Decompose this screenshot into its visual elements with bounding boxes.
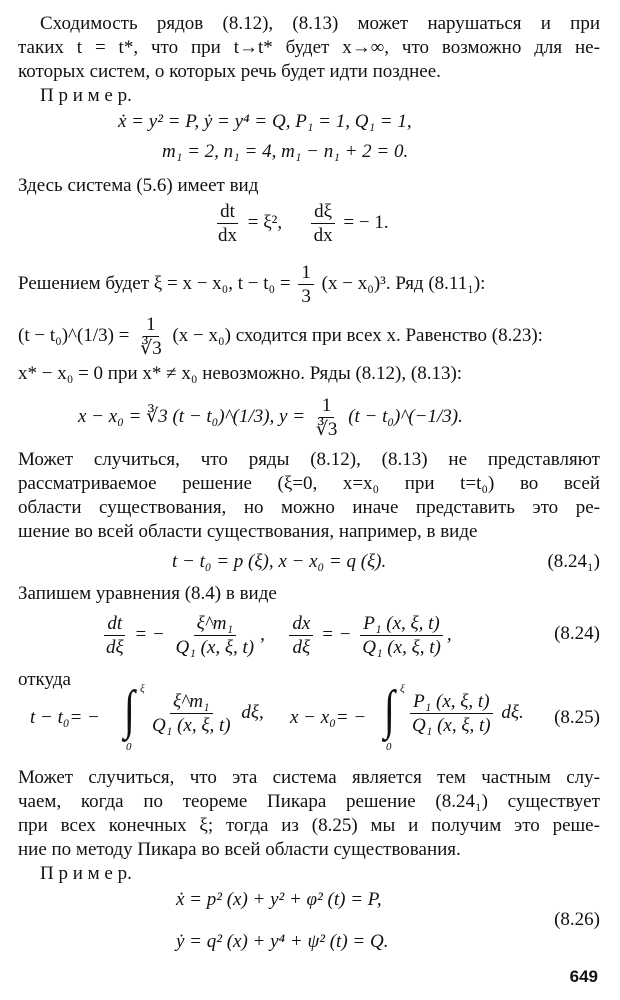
equation: ẏ = q² (x) + y⁴ + ψ² (t) = Q. (176, 931, 389, 952)
text-line (18, 263, 485, 306)
equation-rhs: = ξ², (247, 211, 283, 233)
text-line: при всех конечных ξ; тогда из (8.25) мы и получим это реше- (18, 815, 600, 836)
text-segment: Решением будет ξ = x − x₀, t − t₀ = (18, 272, 291, 294)
fraction-numerator: ξ^m₁ (194, 614, 236, 636)
integral-lower-limit: 0 (126, 741, 132, 753)
equation (406, 692, 524, 735)
fraction-numerator: P₁ (x, ξ, t) (360, 614, 442, 636)
text-line: Запишем уравнения (8.4) в виде (18, 583, 277, 604)
example-heading: П р и м е р. (40, 863, 132, 884)
text-line: рассматриваемое решение (ξ=0, x=x₀ при t=t₀) во всей (18, 473, 600, 494)
equation-lhs: t − t₀= − (30, 707, 100, 728)
page-number: 649 (569, 967, 598, 986)
text-segment: (t − t₀)^(1/3) = (18, 324, 130, 346)
equation-number: (8.24₁) (547, 551, 600, 572)
equation (212, 202, 389, 245)
fraction-numerator: dξ (311, 202, 335, 224)
equation: t − t₀ = p (ξ), x − x₀ = q (ξ). (172, 551, 387, 572)
text-line: шение во всей области существования, например, в виде (18, 521, 478, 542)
equation-operator: = − (134, 623, 165, 645)
text-line: ние по методу Пикара во всей области существования. (18, 839, 461, 860)
fraction-numerator: dt (104, 614, 125, 636)
fraction-numerator: 1 (143, 315, 159, 337)
fraction-numerator: P₁ (x, ξ, t) (410, 692, 492, 714)
fraction-numerator: 1 (319, 396, 335, 418)
integral-upper-limit: ξ (140, 683, 145, 695)
equation: ẋ = y² = P, ẏ = y⁴ = Q, P₁ = 1, Q₁ = 1, (118, 111, 412, 132)
equation-number: (8.26) (554, 909, 600, 930)
text-line: чаем, когда по теореме Пикара решение (8.24₁) существует (18, 791, 600, 812)
equation-lhs: x − x₀= − (290, 707, 367, 728)
equation: ẋ = p² (x) + y² + φ² (t) = P, (176, 889, 382, 910)
equation: $\frac{dt}{d\xi}$ = − $\frac{\text{ξ\textasciicircum{}m₁}}{\text{Q₁ (x, ξ, t)}}$ , $\frac{dx}{d\xi}$ = − $\frac{\text{P₁ (x, ξ, t)}}{\text{Q₁ (x, ξ, t)}}$ , (100, 614, 452, 657)
equation-lhs: x − x₀ = ∛3 (t − t₀)^(1/3), y = (78, 405, 306, 427)
fraction-denominator: Q₁ (x, ξ, t) (362, 637, 441, 658)
text-line: Здесь система (5.6) имеет вид (18, 175, 259, 196)
text-segment: (x − x₀)³. Ряд (8.11₁): (321, 272, 486, 294)
text-line: Может случиться, что эта система является тем частным слу- (18, 767, 600, 788)
fraction-denominator: ∛3 (315, 419, 338, 440)
fraction-numerator: dt (217, 202, 238, 224)
equation-rhs: (t − t₀)^(−1/3). (348, 405, 463, 427)
integral-sign: ∫ (124, 678, 135, 740)
text-segment: (x − x₀) сходится при всех x. Равенство (8.23): (172, 324, 543, 346)
fraction-denominator: Q₁ (x, ξ, t) (412, 715, 491, 736)
equation (78, 396, 463, 439)
text-line: области существования, но можно иначе представить это ре- (18, 497, 600, 518)
integral-upper-limit: ξ (400, 683, 405, 695)
text-line: таких t = t*, что при t→t* будет x→∞, что возможно для не- (18, 37, 600, 58)
text-line: откуда (18, 669, 71, 690)
fraction-denominator: Q₁ (x, ξ, t) (152, 715, 231, 736)
equation (146, 692, 264, 735)
fraction-denominator: dξ (106, 637, 124, 658)
equation-number: (8.24) (554, 623, 600, 644)
text-line: Может случиться, что ряды (8.12), (8.13) не представляют (18, 449, 600, 470)
fraction-denominator: dx (218, 225, 237, 246)
text-line (18, 315, 543, 358)
equation: m₁ = 2, n₁ = 4, m₁ − n₁ + 2 = 0. (162, 141, 409, 162)
equation-operator: = − (321, 623, 352, 645)
fraction-denominator: Q₁ (x, ξ, t) (175, 637, 255, 658)
fraction-numerator: 1 (298, 263, 314, 285)
integral-sign: ∫ (384, 678, 395, 740)
text-line: которых систем, о которых речь будет идти позднее. (18, 61, 441, 82)
example-heading: П р и м е р. (40, 85, 132, 106)
fraction-denominator: ∛3 (140, 338, 162, 359)
text-line: x* − x₀ = 0 при x* ≠ x₀ невозможно. Ряды (8.12), (8.13): (18, 363, 463, 384)
fraction-denominator: dξ (292, 637, 311, 658)
differential: dξ. (501, 701, 524, 723)
text-line: Сходимость рядов (8.12), (8.13) может нарушаться и при (40, 13, 600, 34)
fraction-numerator: ξ^m₁ (170, 692, 212, 714)
fraction-denominator: dx (313, 225, 333, 246)
fraction-numerator: dx (289, 614, 313, 636)
equation-rhs: = − 1. (343, 211, 389, 233)
fraction-denominator: 3 (301, 286, 311, 307)
integral-lower-limit: 0 (386, 741, 392, 753)
equation-number: (8.25) (554, 707, 600, 728)
differential: dξ, (241, 701, 264, 723)
